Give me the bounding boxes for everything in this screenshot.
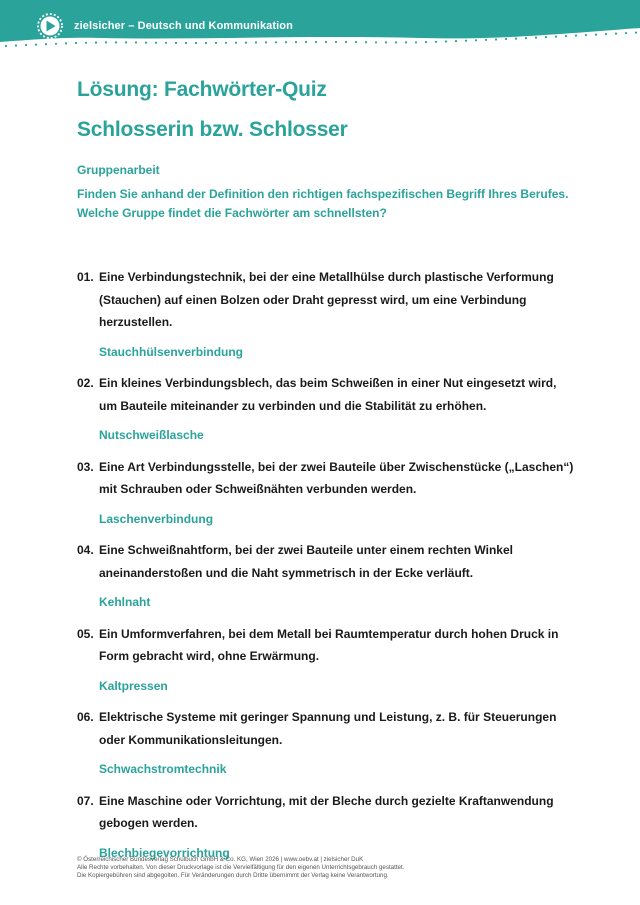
question-definition: Ein kleines Verbindungsblech, das beim Schweißen in einer Nut eingesetzt wird, um Bauteile miteinander zu verbinden und die Stabilität zu erhöhen. [99,376,557,413]
brand-title: zielsicher – Deutsch und Kommunikation [74,20,293,32]
page-title: Lösung: Fachwörter-Quiz [77,78,327,101]
question-answer: Schwachstromtechnik [99,762,227,776]
question-definition: Ein Umformverfahren, bei dem Metall bei Raumtemperatur durch hohen Druck in Form gebracht wird, ohne Erwärmung. [99,626,559,663]
section-label: Gruppenarbeit [77,163,160,177]
question-definition: Eine Schweißnahtform, bei der zwei Bauteile unter einem rechten Winkel aneinanderstoßen und die Naht symmetrisch in der Ecke verläuft. [99,543,513,580]
question-definition: Eine Maschine oder Vorrichtung, mit der Bleche durch gezielte Kraftanwendung gebogen werden. [99,793,554,830]
question-number: 05. [77,626,94,641]
question-item [77,706,577,781]
question-number: 03. [77,459,94,474]
question-number: 01. [77,270,94,284]
question-answer: Stauchhülsenverbindung [99,344,244,359]
question-number: 06. [77,710,94,724]
question-item [77,790,577,865]
question-definition: Eine Verbindungstechnik, bei der eine Metallhülse durch plastische Verformung (Stauchen) auf einen Bolzen oder Draht gepresst wird, um eine Verbindung herzustellen. [99,270,554,329]
question-answer: Laschenverbindung [99,511,214,526]
question-number: 02. [77,376,94,390]
copyright-footer [77,856,597,879]
question-item [77,539,577,614]
question-item [77,456,577,531]
question-number: 07. [77,793,94,808]
question-answer: Blechbiegevorrichtung [99,845,230,860]
question-definition: Elektrische Systeme mit geringer Spannung und Leistung, z. B. für Steuerungen oder Kommunikationsleitungen. [99,710,557,747]
question-answer: Nutschweißlasche [99,428,204,442]
question-answer: Kaltpressen [99,678,168,693]
question-item [77,372,577,447]
question-item [77,266,577,363]
footer-line: Alle Rechte vorbehalten. Von dieser Druckvorlage ist die Vervielfältigung für den eigenen Unterrichtsgebrauch gestattet. [77,863,405,871]
question-definition: Eine Art Verbindungsstelle, bei der zwei Bauteile über Zwischenstücke („Laschen“) mit Schrauben oder Schweißnähten verbunden werden. [99,459,574,496]
header-banner [0,0,640,48]
page-subtitle: Schlosserin bzw. Schlosser [77,118,348,141]
instruction-text: Finden Sie anhand der Definition den richtigen fachspezifischen Begriff Ihres Berufes. Welche Gruppe findet die Fachwörter am schnellsten? [77,187,569,220]
question-list [77,266,577,873]
question-answer: Kehlnaht [99,595,151,609]
footer-line: Die Kopiergebühren sind abgegolten. Für Veränderungen durch Dritte übernimmt der Verlag keine Verantwortung. [77,871,389,879]
question-number: 04. [77,543,94,557]
footer-line: © Österreichischer Bundesverlag Schulbuch GmbH & Co. KG, Wien 2026 | www.oebv.at | zielsicher DuK [77,856,364,863]
question-item [77,623,577,698]
